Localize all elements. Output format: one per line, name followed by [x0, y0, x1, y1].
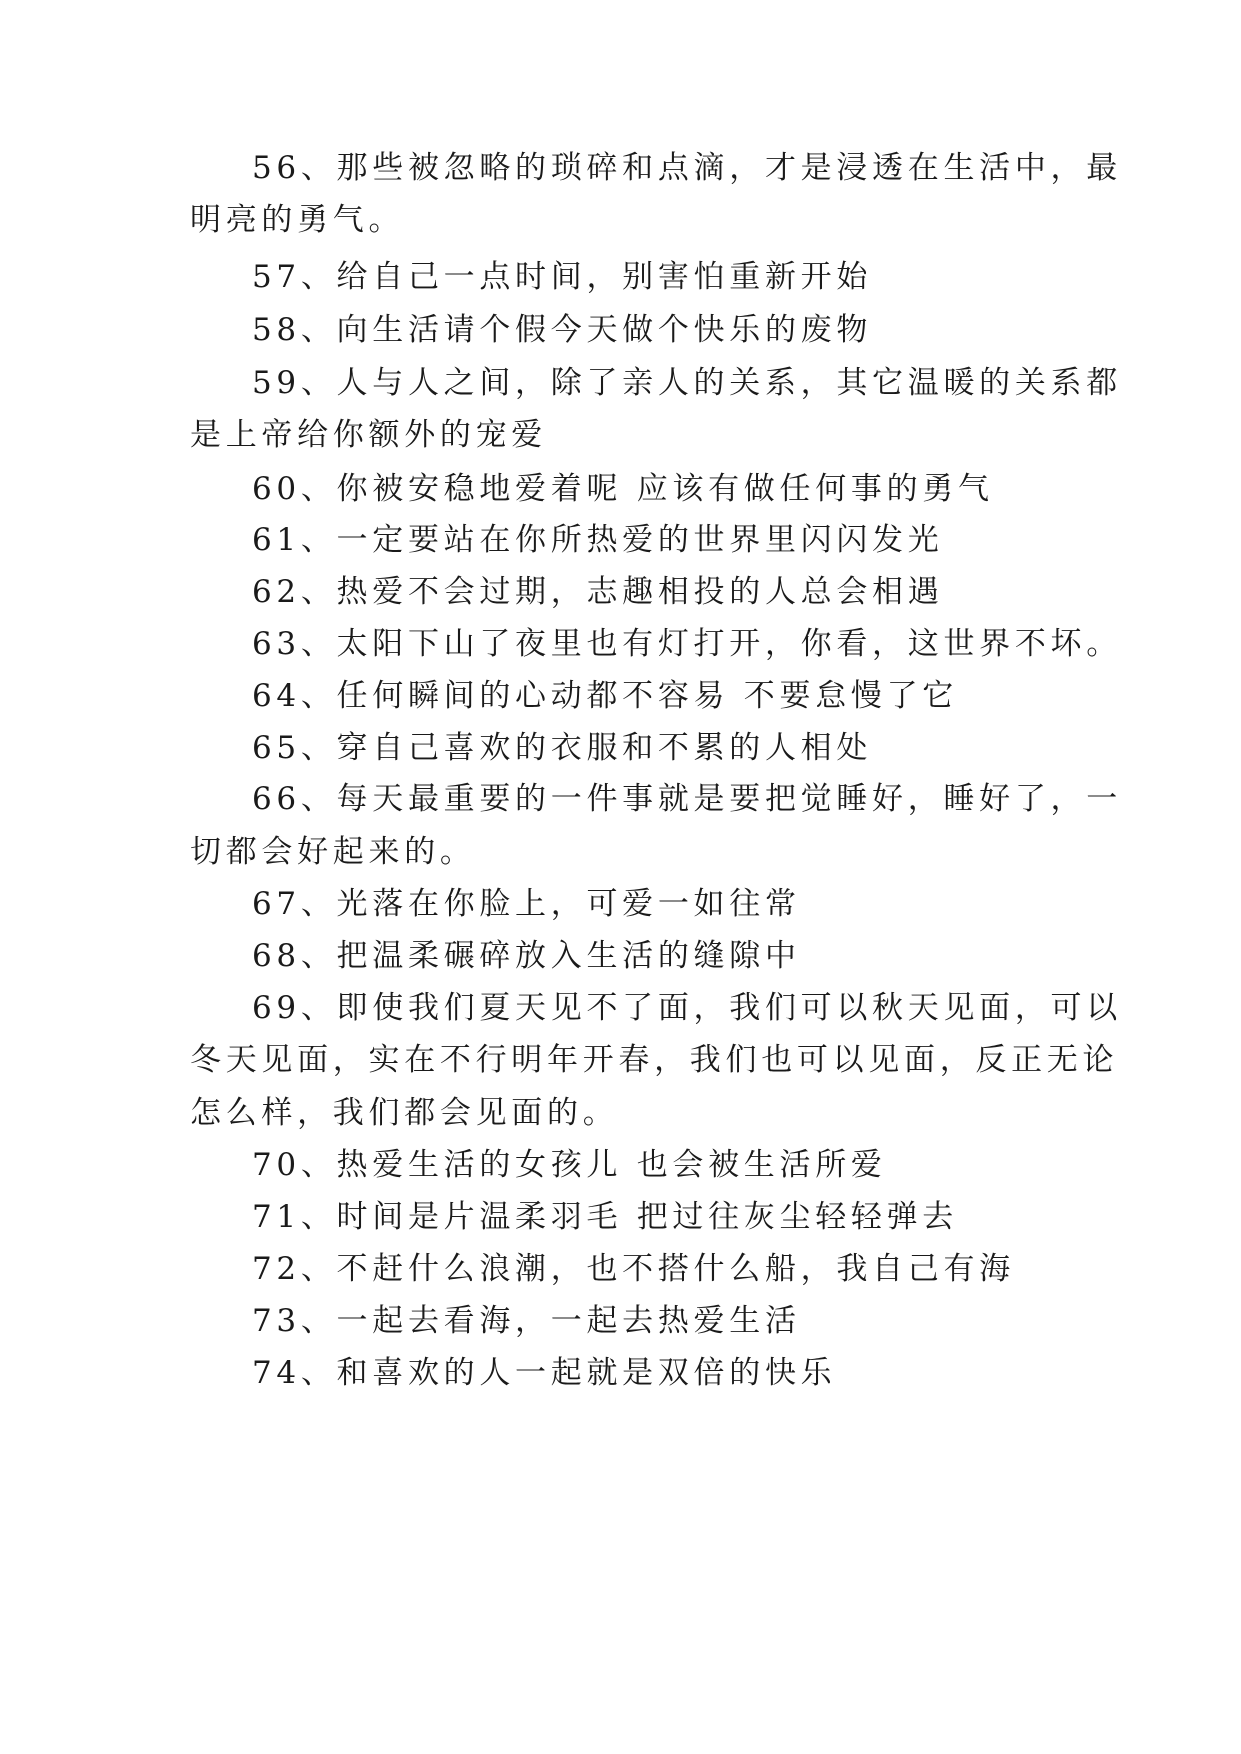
entry-74: 74、和喜欢的人一起就是双倍的快乐 — [252, 1355, 837, 1391]
entry-69-line-1: 69、即使我们夏天见不了面，我们可以秋天见面，可以 — [252, 990, 1122, 1026]
entry-56-line-1: 56、那些被忽略的琐碎和点滴，才是浸透在生活中，最 — [252, 150, 1122, 186]
entry-73: 73、一起去看海，一起去热爱生活 — [252, 1303, 801, 1339]
entry-61: 61、一定要站在你所热爱的世界里闪闪发光 — [252, 522, 944, 558]
entry-65: 65、穿自己喜欢的衣服和不累的人相处 — [252, 730, 873, 766]
entry-62: 62、热爱不会过期，志趣相投的人总会相遇 — [252, 574, 944, 610]
entry-64: 64、任何瞬间的心动都不容易 不要怠慢了它 — [252, 678, 958, 714]
entry-72: 72、不赶什么浪潮，也不搭什么船，我自己有海 — [252, 1251, 1015, 1287]
entry-60: 60、你被安稳地爱着呢 应该有做任何事的勇气 — [252, 471, 994, 507]
entry-69-line-3: 怎么样，我们都会见面的。 — [190, 1095, 619, 1131]
entry-66-line-2: 切都会好起来的。 — [190, 834, 476, 870]
entry-59-line-2: 是上帝给你额外的宠爱 — [190, 417, 547, 453]
entry-71: 71、时间是片温柔羽毛 把过往灰尘轻轻弹去 — [252, 1199, 958, 1235]
entry-59-line-1: 59、人与人之间，除了亲人的关系，其它温暖的关系都 — [252, 365, 1122, 401]
entry-66-line-1: 66、每天最重要的一件事就是要把觉睡好，睡好了，一 — [252, 781, 1122, 817]
entry-58: 58、向生活请个假今天做个快乐的废物 — [252, 312, 873, 348]
entry-63: 63、太阳下山了夜里也有灯打开，你看，这世界不坏。 — [252, 626, 1122, 662]
entry-67: 67、光落在你脸上，可爱一如往常 — [252, 886, 801, 922]
entry-68: 68、把温柔碾碎放入生活的缝隙中 — [252, 938, 801, 974]
entry-57: 57、给自己一点时间，别害怕重新开始 — [252, 259, 873, 295]
entry-70: 70、热爱生活的女孩儿 也会被生活所爱 — [252, 1147, 887, 1183]
entry-56-line-2: 明亮的勇气。 — [190, 202, 405, 238]
entry-69-line-2: 冬天见面，实在不行明年开春，我们也可以见面，反正无论 — [190, 1042, 1119, 1078]
